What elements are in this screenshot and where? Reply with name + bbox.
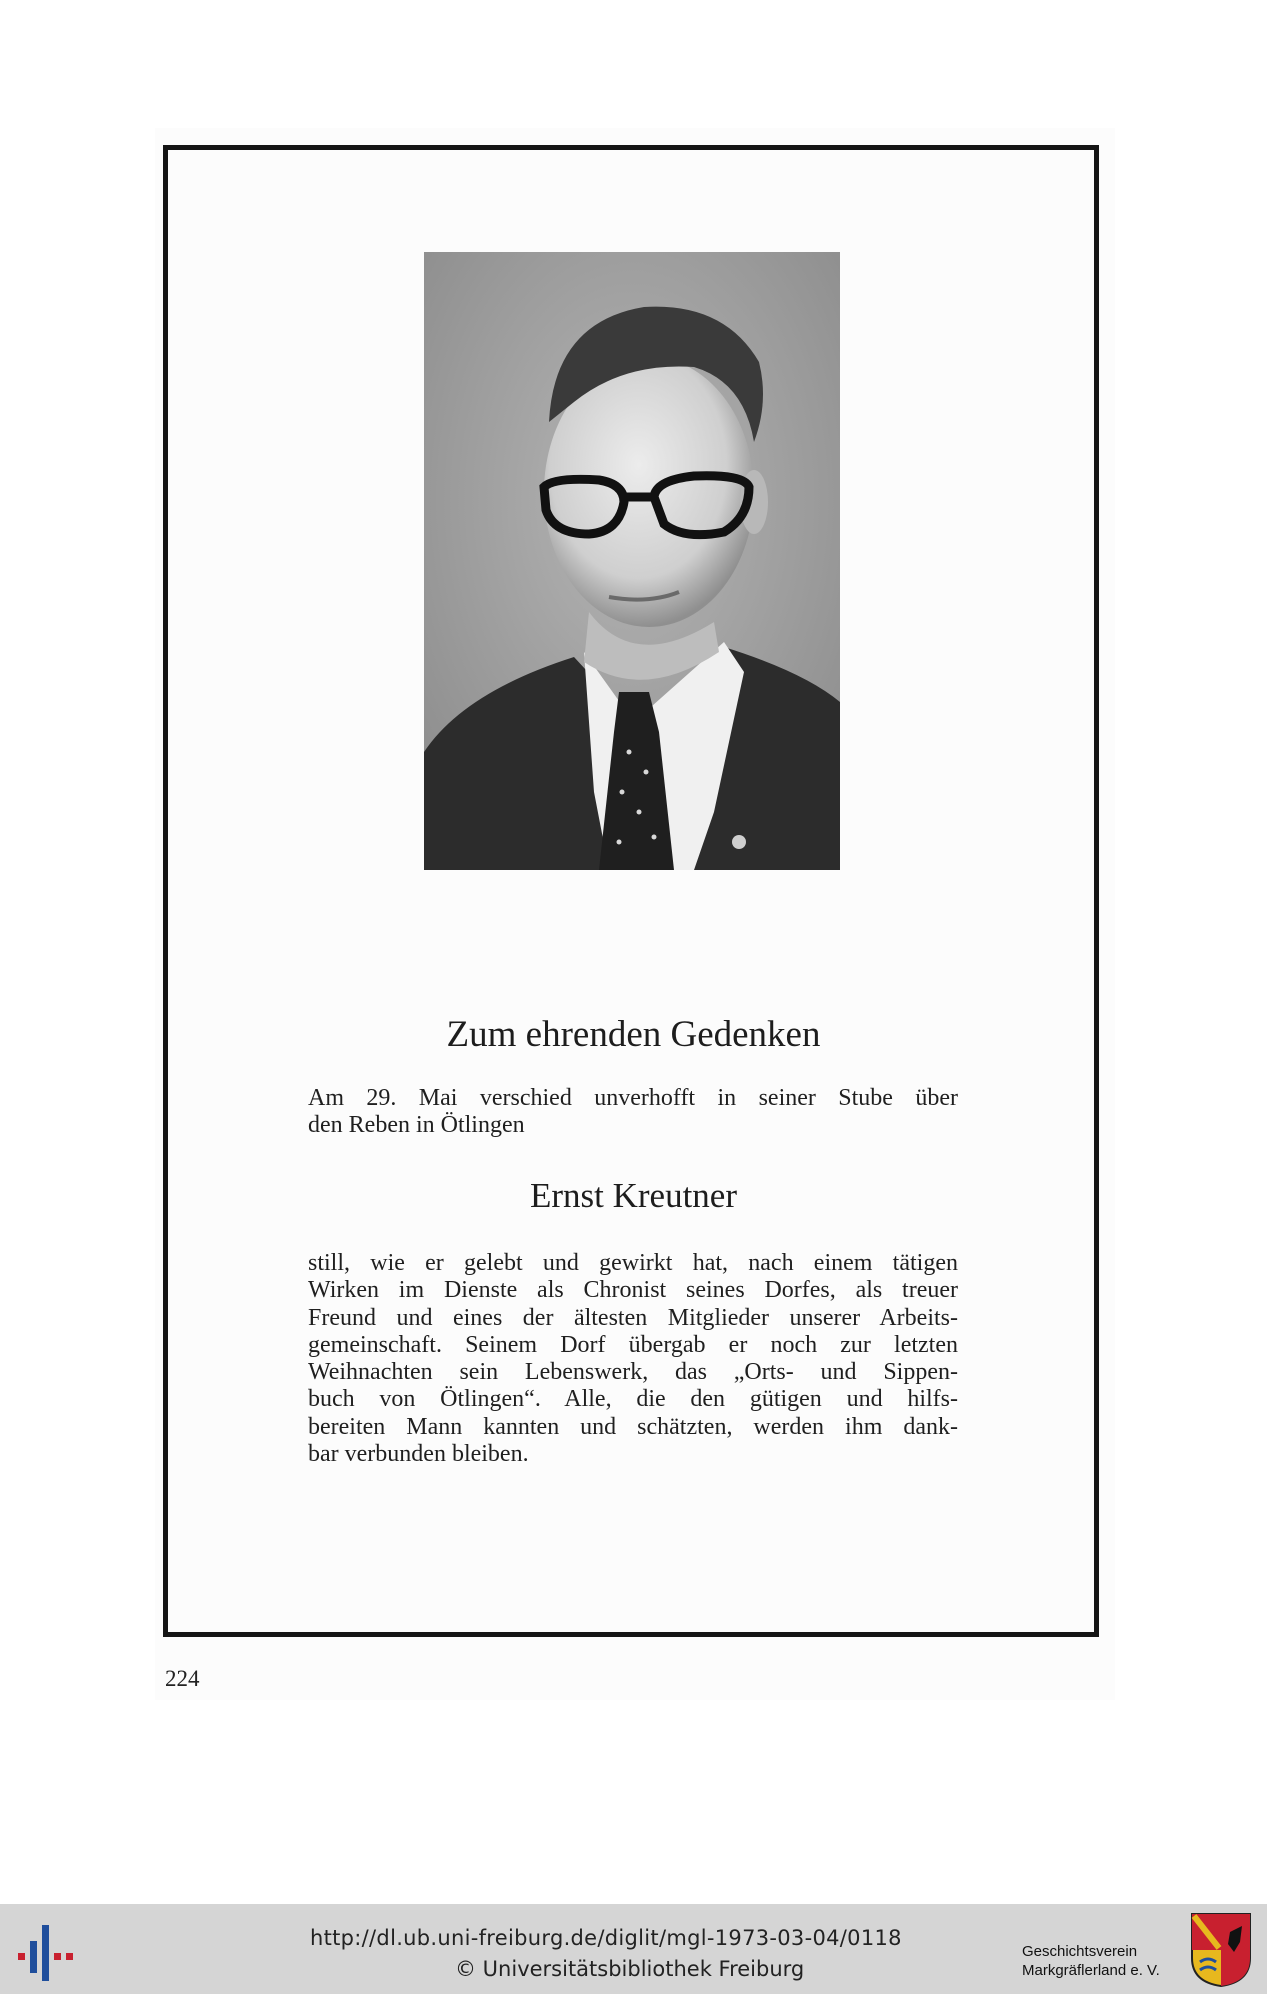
- society-name-line: Geschichtsverein: [1022, 1943, 1138, 1960]
- portrait-photo: [424, 252, 840, 870]
- coat-of-arms-icon: [1190, 1912, 1252, 1988]
- copyright-text: © Universitätsbibliothek Freiburg: [455, 1957, 805, 1981]
- body-line: Weihnachten sein Lebenswerk, das „Orts- und Sippen-: [308, 1359, 958, 1386]
- intro-paragraph: [308, 1085, 958, 1139]
- body-paragraph: [308, 1250, 958, 1468]
- page-number: 224: [165, 1666, 200, 1691]
- society-name: [1022, 1942, 1160, 1980]
- body-line: Wirken im Dienste als Chronist seines Dorfes, als treuer: [308, 1277, 958, 1304]
- memorial-heading: Zum ehrenden Gedenken: [446, 1014, 821, 1055]
- body-line: bar verbunden bleiben.: [308, 1441, 529, 1468]
- body-line: bereiten Mann kannten und schätzten, werden ihm dank-: [308, 1413, 958, 1440]
- permalink-url[interactable]: http://dl.ub.uni-freiburg.de/diglit/mgl-1973-03-04/0118: [310, 1926, 902, 1950]
- body-line: gemeinschaft. Seinem Dorf übergab er noch zur letzten: [308, 1331, 958, 1358]
- intro-line: Am 29. Mai verschied unverhofft in seiner Stube über: [308, 1085, 958, 1111]
- intro-line: den Reben in Ötlingen: [308, 1112, 525, 1138]
- society-name-line: Markgräflerland e. V.: [1022, 1962, 1160, 1979]
- body-line: buch von Ötlingen“. Alle, die den gütigen und hilfs-: [308, 1386, 958, 1413]
- deceased-name: Ernst Kreutner: [529, 1176, 737, 1215]
- body-line: Freund und eines der ältesten Mitglieder unserer Arbeits-: [308, 1304, 958, 1331]
- ub-freiburg-logo-icon: [18, 1917, 78, 1981]
- body-line: still, wie er gelebt und gewirkt hat, nach einem tätigen: [308, 1250, 958, 1276]
- footer-bar: [0, 1904, 1267, 1994]
